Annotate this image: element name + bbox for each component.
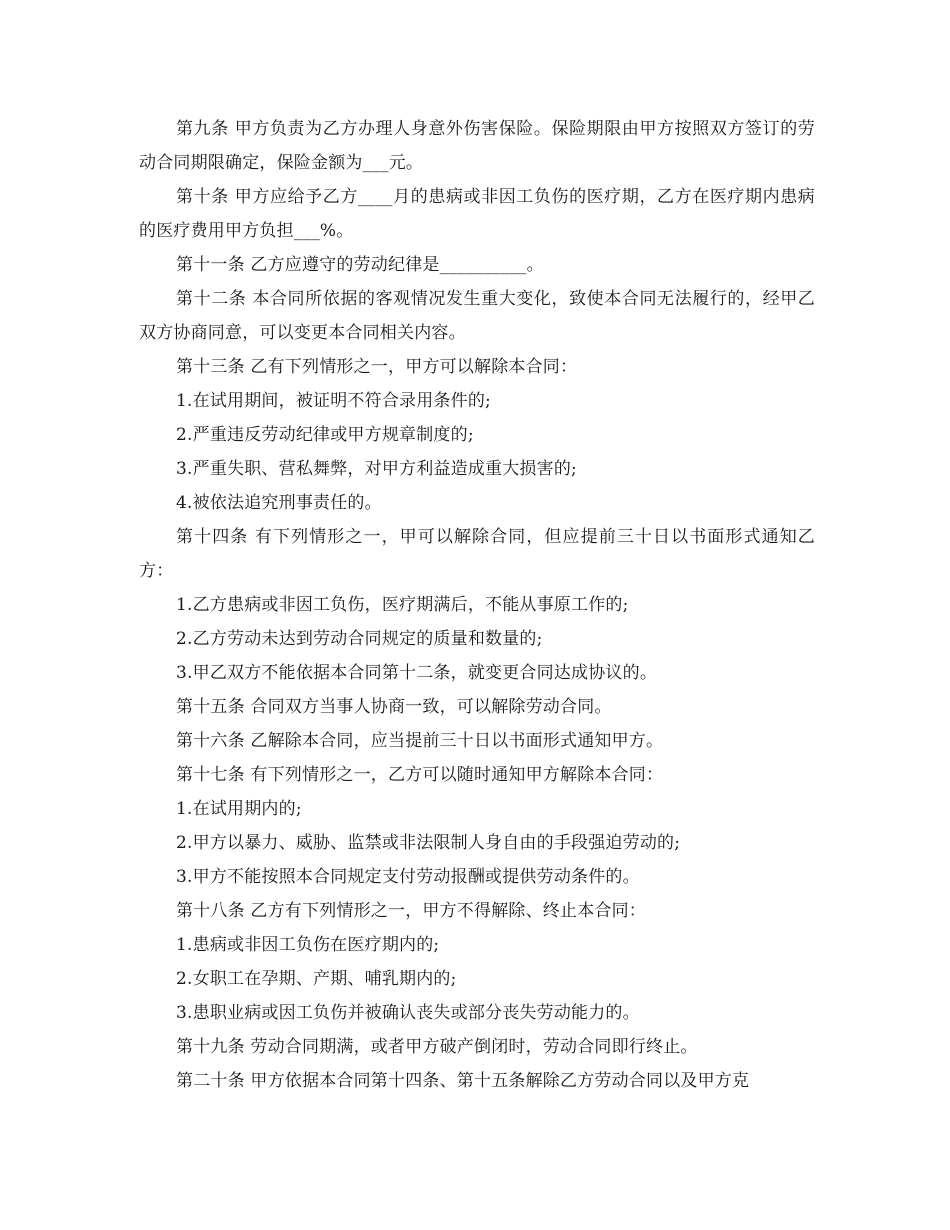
- article-10-paragraph: 第十条 甲方应给予乙方____月的患病或非因工负伤的医疗期，乙方在医疗期内患病的医疗费用甲方负担___%。: [139, 187, 815, 241]
- article-14-item-2: 2.乙方劳动未达到劳动合同规定的质量和数量的;: [176, 629, 543, 649]
- article-17-item-1: 1.在试用期内的;: [176, 799, 302, 819]
- article-17-item-2: 2.甲方以暴力、威胁、监禁或非法限制人身自由的手段强迫劳动的;: [176, 833, 681, 853]
- article-13-paragraph: 第十三条 乙有下列情形之一，甲方可以解除本合同：: [176, 357, 578, 377]
- article-14-item-1: 1.乙方患病或非因工负伤，医疗期满后，不能从事原工作的;: [176, 595, 629, 615]
- article-20-paragraph: 第二十条 甲方依据本合同第十四条、第十五条解除乙方劳动合同以及甲方克: [176, 1071, 750, 1091]
- article-13-item-2: 2.严重违反劳动纪律或甲方规章制度的;: [176, 425, 474, 445]
- article-9-paragraph: 第九条 甲方负责为乙方办理人身意外伤害保险。保险期限由甲方按照双方签订的劳动合同期限确定，保险金额为___元。: [139, 119, 815, 173]
- article-18-item-3: 3.患职业病或因工负伤并被确认丧失或部分丧失劳动能力的。: [176, 1003, 640, 1023]
- article-13-item-4: 4.被依法追究刑事责任的。: [176, 493, 382, 513]
- article-17-item-3: 3.甲方不能按照本合同规定支付劳动报酬或提供劳动条件的。: [176, 867, 640, 887]
- article-13-item-3: 3.严重失职、营私舞弊，对甲方利益造成重大损害的;: [176, 459, 577, 479]
- article-15-paragraph: 第十五条 合同双方当事人协商一致，可以解除劳动合同。: [176, 697, 612, 717]
- article-17-paragraph: 第十七条 有下列情形之一，乙方可以随时通知甲方解除本合同：: [176, 765, 664, 785]
- article-13-item-1: 1.在试用期间，被证明不符合录用条件的;: [176, 391, 491, 411]
- article-18-paragraph: 第十八条 乙方有下列情形之一，甲方不得解除、终止本合同：: [176, 901, 647, 921]
- article-16-paragraph: 第十六条 乙解除本合同，应当提前三十日以书面形式通知甲方。: [176, 731, 664, 751]
- article-18-item-1: 1.患病或非因工负伤在医疗期内的;: [176, 935, 440, 955]
- article-11-paragraph: 第十一条 乙方应遵守的劳动纪律是__________。: [176, 255, 544, 275]
- article-14-item-3: 3.甲乙双方不能依据本合同第十二条，就变更合同达成协议的。: [176, 663, 658, 683]
- article-12-paragraph: 第十二条 本合同所依据的客观情况发生重大变化，致使本合同无法履行的，经甲乙双方协商同意，可以变更本合同相关内容。: [139, 289, 815, 343]
- article-18-item-2: 2.女职工在孕期、产期、哺乳期内的;: [176, 969, 457, 989]
- article-14-paragraph: 第十四条 有下列情形之一，甲可以解除合同，但应提前三十日以书面形式通知乙方：: [139, 527, 815, 581]
- article-19-paragraph: 第十九条 劳动合同期满，或者甲方破产倒闭时，劳动合同即行终止。: [176, 1037, 698, 1057]
- document-body: [139, 112, 815, 1098]
